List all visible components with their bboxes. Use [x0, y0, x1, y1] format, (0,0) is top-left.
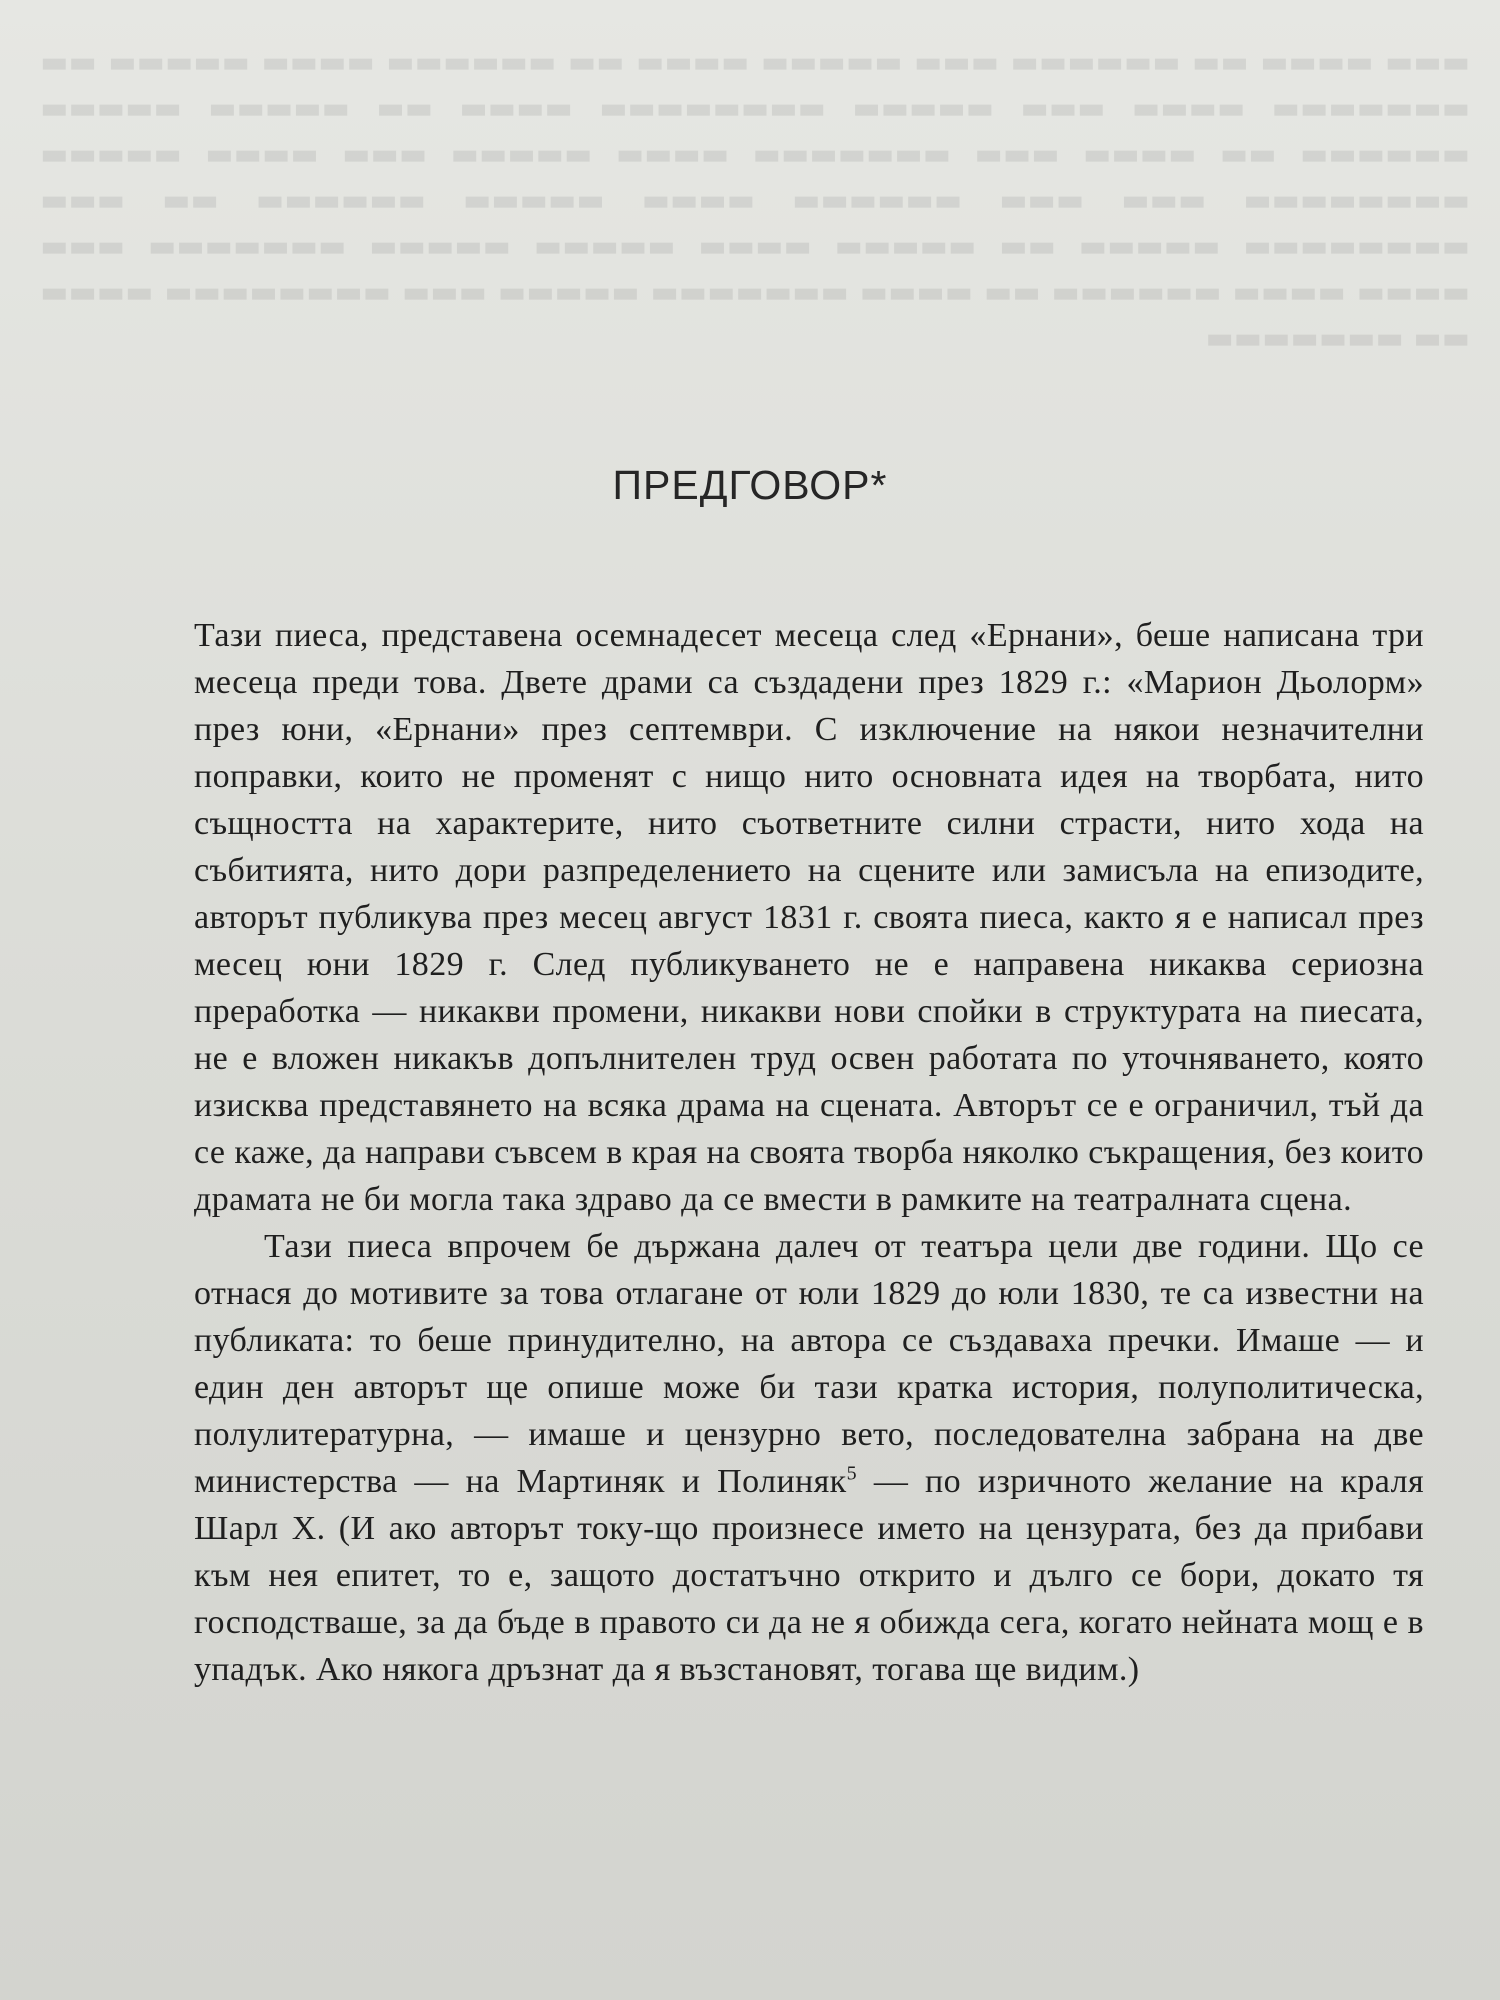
bleed-through-decoration: ▬▬▬ ▬▬▬▬ ▬▬ ▬▬▬▬▬▬ ▬▬▬ ▬▬▬▬▬ ▬▬▬▬ ▬▬ ▬▬▬▬▬▬ ▬▬▬▬ ▬▬▬▬▬ ▬▬ ▬▬▬▬▬▬▬ ▬▬▬▬ ▬▬▬ ▬▬▬▬▬ ▬▬▬▬▬▬▬▬ ▬▬▬▬ ▬▬ ▬▬▬▬▬ ▬▬▬▬▬ ▬▬▬▬▬▬ ▬▬ ▬▬▬▬ ▬▬▬ ▬▬▬▬▬▬▬ ▬▬▬▬ ▬▬▬▬▬ ▬▬▬ ▬▬▬▬ ▬▬▬▬▬ ▬▬▬▬▬▬▬▬ ▬▬▬ ▬▬▬ ▬▬▬▬▬▬ ▬▬▬▬ ▬▬▬▬▬ ▬▬▬▬▬▬ ▬▬ ▬▬▬ ▬▬▬▬▬▬▬▬ ▬▬▬▬▬ ▬▬ ▬▬▬▬▬ ▬▬▬▬ ▬▬▬▬▬ ▬▬▬▬▬ ▬▬▬▬▬▬▬ ▬▬▬ ▬▬▬▬ ▬▬▬▬ ▬▬▬▬▬▬ ▬▬ ▬▬▬▬ ▬▬▬▬▬▬▬ ▬▬▬▬▬ ▬▬▬ ▬▬▬▬▬▬▬▬ ▬▬▬▬ ▬▬ ▬▬▬▬▬▬▬ [40, 45, 1470, 356]
preface-paragraph-1: Тази пиеса, представена осемнадесет месеца след «Ернани», беше написана три месеца преди това. Двете драми са създадени през 1829 г.: «Марион Дьолорм» през юни, «Ернани» през септември. С изключение на някои незначителни поправки, които не променят с нищо нито основната идея на творбата, нито същността на характерите, нито съответните силни страсти, нито хода на събитията, нито дори разпределението на сцените или замисъла на епизодите, авторът публикува през месец август 1831 г. своята пиеса, както я е написал през месец юни 1829 г. След публикуването не е направена никаква сериозна преработка — никакви промени, никакви нови спойки в структурата на пиесата, не е вложен никакъв допълнителен труд освен работата по уточняването, която изисква представянето на всяка драма на сцената. Авторът се е ограничил, тъй да се каже, да направи съвсем в края на своята творба няколко съкращения, без които драмата не би могла така здраво да се вмести в рамките на театралната сцена. [194, 617, 1424, 1218]
paragraph-2-text-before-note: Тази пиеса впрочем бе държана далеч от театъра цели две години. Що се отнася до мотивите за това отлагане от юли 1829 до юли 1830, те са известни на публиката: то беше принудително, на автора се създаваха пречки. Имаше — и един ден авторът ще опише може би тази кратка история, полуполитическа, полулитературна, — имаше и цензурно вето, последователна забрана на две министерства — на Мартиняк и Полиняк [194, 1228, 1424, 1500]
page-title: ПРЕДГОВОР* [612, 462, 888, 508]
footnote-reference: 5 [846, 1462, 858, 1485]
preface-body [194, 612, 1424, 1693]
preface-paragraph-2 [194, 1223, 1424, 1693]
paragraph-2-text-after-note: — по изричното желание на краля Шарл X. (И ако авторът току-що произнесе името на цензурата, без да прибави към нея епитет, то е, защото достатъчно открито и дълго се бори, докато тя господстваше, за да бъде в правото си да не я обижда сега, когато нейната мощ е в упадък. Ако някога дръзнат да я възстановят, тогава ще видим.) [194, 1463, 1424, 1688]
